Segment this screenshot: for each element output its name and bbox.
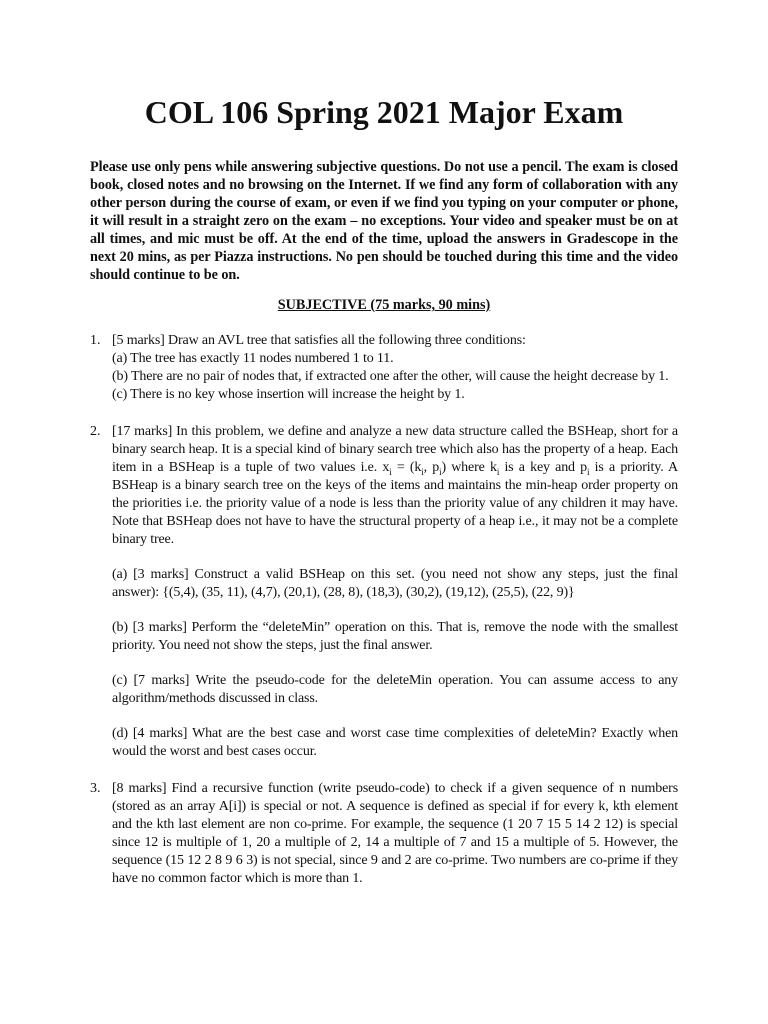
question-3 xyxy=(90,780,678,888)
question-body xyxy=(112,332,678,404)
subscript: i xyxy=(587,466,590,477)
intro-text: is a key and p xyxy=(499,460,588,475)
question-number: 2. xyxy=(90,424,101,439)
intro-text: = (k xyxy=(391,460,422,475)
part-b: (b) [3 marks] Perform the “deleteMin” operation on this. That is, remove the node with the smallest priority. You need not show the steps, just the final answer. xyxy=(112,620,678,653)
question-number: 3. xyxy=(90,781,101,796)
question-2 xyxy=(90,423,678,761)
section-heading: SUBJECTIVE (75 marks, 90 mins) xyxy=(277,297,491,313)
part-a: (a) [3 marks] Construct a valid BSHeap on this set. (you need not show any steps, just the final answer): {(5,4), (35, 11), (4,7), (20,1), (28, 8), (18,3), (30,2), (19,12), (25,5), (22, 9)} xyxy=(112,567,678,600)
condition-c: (c) There is no key whose insertion will increase the height by 1. xyxy=(112,387,465,402)
question-text: [8 marks] Find a recursive function (write pseudo-code) to check if a given sequence of n numbers (stored as an array A[i]) is special or not. A sequence is defined as special if for every k, kth element and the kth last element are non co-prime. For example, the sequence (1 20 7 15 5 14 2 12) is special since 12 is multiple of 1, 20 a multiple of 2, 14 a multiple of 7 and 15 a multiple of 5. However, the sequence (15 12 2 8 9 6 3) is not special, since 9 and 2 are co-prime. Two numbers are co-prime if they have no common factor which is more than 1. xyxy=(112,781,678,886)
intro-text: is a priority. A BSHeap is a binary search tree on the keys of the items and maintains the min-heap order property on the priorities i.e. the priority value of a node is less than the priority value of any children it may have. Note that BSHeap does not have to have the structural property of a heap i.e., it may not be a complete binary tree. xyxy=(112,460,679,547)
question-body xyxy=(112,423,678,761)
question-1 xyxy=(90,332,678,404)
question-text: [5 marks] Draw an AVL tree that satisfies all the following three conditions: xyxy=(112,333,526,348)
subscript: i xyxy=(421,466,424,477)
intro-text: ) where k xyxy=(441,460,497,475)
part-d: (d) [4 marks] What are the best case and worst case time complexities of deleteMin? Exactly when would the worst and best cases occur. xyxy=(112,726,678,759)
question-list xyxy=(90,332,678,888)
exam-instructions: Please use only pens while answering subjective questions. Do not use a pencil. The exam is closed book, closed notes and no browsing on the Internet. If we find any form of collaboration with any other person during the course of exam, or even if we find you typing on your computer or phone, it will result in a straight zero on the exam – no exceptions. Your video and speaker must be on at all times, and mic must be off. At the end of the time, upload the answers in Gradescope in the next 20 mins, as per Piazza instructions. No pen should be touched during this time and the video should continue to be on. xyxy=(90,159,678,283)
intro-text: , p xyxy=(423,460,440,475)
subscript: i xyxy=(439,466,442,477)
condition-a: (a) The tree has exactly 11 nodes numbered 1 to 11. xyxy=(112,351,394,366)
page-title: COL 106 Spring 2021 Major Exam xyxy=(144,94,624,130)
condition-b: (b) There are no pair of nodes that, if extracted one after the other, will cause the height decrease by 1. xyxy=(112,369,669,384)
question-intro xyxy=(112,423,678,549)
question-body xyxy=(112,780,678,888)
subscript: i xyxy=(496,466,500,477)
intro-text: [17 marks] In this problem, we define and analyze a new data structure called the BSHeap, short for a binary search heap. It is a special kind of binary search tree which also has the property of a heap. Each item in a BSHeap is a tuple of two values i.e. x xyxy=(112,424,678,475)
subscript: i xyxy=(389,466,392,477)
question-number: 1. xyxy=(90,333,101,348)
part-c: (c) [7 marks] Write the pseudo-code for the deleteMin operation. You can assume access to any algorithm/methods discussed in class. xyxy=(112,673,678,706)
